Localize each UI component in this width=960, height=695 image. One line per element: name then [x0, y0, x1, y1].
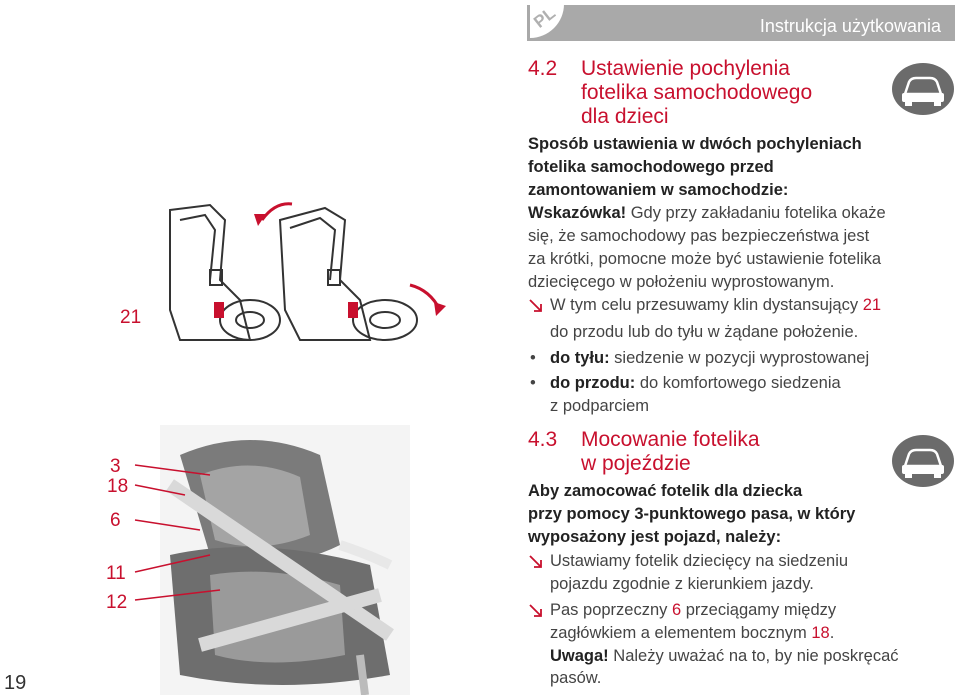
page-number: 19 [4, 672, 27, 694]
ref-18: 18 [811, 624, 830, 642]
step-text-cont: pojazdu zgodnie z kierunkiem jazdy. [550, 575, 814, 593]
step-text-cont: do przodu lub do tyłu w żądane położenie. [550, 323, 859, 341]
step-text: Ustawiamy fotelik dziecięcy na siedzeniu [550, 552, 849, 570]
intro-line: zamontowaniem w samochodzie: [528, 181, 789, 199]
note-line: się, że samochodowy pas bezpieczeństwa jest [528, 227, 870, 245]
step-arrow-icon [528, 554, 544, 570]
bullet-text: do komfortowego siedzenia [635, 374, 841, 392]
note-paragraph [528, 202, 886, 294]
bullet-text: siedzenie w pozycji wyprostowanej [609, 349, 870, 367]
callout-18: 18 [107, 476, 129, 497]
section-number: 4.2 [528, 57, 558, 80]
intro-line: przy pomocy 3-punktowego pasa, w który [528, 505, 856, 523]
intro-line: wyposażony jest pojazd, należy: [528, 528, 782, 546]
callout-12: 12 [106, 592, 128, 613]
car-icon [891, 62, 955, 116]
step-text-cont [550, 622, 834, 645]
step-arrow-icon [528, 298, 544, 314]
step-text: W tym celu przesuwamy klin dystansujący [550, 296, 863, 314]
section-4-3-intro [528, 480, 855, 549]
step-adjust-wedge [528, 294, 948, 317]
section-4-3-title [528, 428, 888, 476]
section-number: 4.3 [528, 428, 558, 451]
note-line: dziecięcego w położeniu wyprostowanym. [528, 273, 835, 291]
callout-6: 6 [110, 510, 121, 531]
language-label: PL [530, 3, 559, 32]
bullet-dot: • [530, 374, 536, 392]
step-place-seat [528, 550, 948, 573]
warning-line: Należy uważać na to, by nie poskręcać [608, 647, 899, 665]
title-line: Mocowanie fotelika [581, 428, 760, 451]
title-line: w pojeździe [581, 452, 691, 475]
step-text: zagłówkiem a elementem bocznym [550, 624, 812, 642]
warning-label: Uwaga! [550, 647, 609, 665]
title-line: fotelika samochodowego [581, 81, 813, 104]
bullet-label: do tyłu: [550, 349, 610, 367]
header-title: Instrukcja użytkowania [759, 16, 941, 36]
intro-line: Aby zamocować fotelik dla dziecka [528, 482, 803, 500]
seat-reclined-drawing [280, 208, 417, 340]
step-lap-belt [528, 599, 948, 622]
warning-line-cont: pasów. [550, 669, 602, 687]
note-label: Wskazówka! [528, 204, 627, 222]
title-line: dla dzieci [581, 105, 669, 128]
note-line: Gdy przy zakładaniu fotelika okaże [626, 204, 886, 222]
section-4-2-title [528, 57, 888, 129]
ref-21: 21 [862, 296, 882, 314]
bullet-forward [528, 372, 948, 395]
spacer-wedge-2 [348, 302, 358, 318]
warning-text [550, 645, 899, 668]
callout-11: 11 [106, 563, 126, 584]
seat-upright-drawing [170, 205, 280, 340]
seat-recline-illustration [150, 190, 450, 350]
step-arrow-icon [528, 603, 544, 619]
section-4-2-intro [528, 133, 862, 202]
step-text: . [829, 624, 835, 642]
callout-3: 3 [110, 456, 121, 477]
callout-21: 21 [120, 307, 142, 328]
car-icon [891, 434, 955, 488]
intro-line: Sposób ustawienia w dwóch pochyleniach [528, 135, 862, 153]
bullet-dot: • [530, 349, 536, 367]
step-text: Pas poprzeczny [550, 601, 672, 619]
title-line: Ustawienie pochylenia [581, 57, 790, 80]
bullet-text-cont: z podparciem [550, 397, 650, 415]
bullet-backward [528, 347, 948, 370]
intro-line: fotelika samochodowego przed [528, 158, 774, 176]
header-bar [527, 5, 955, 41]
spacer-wedge-1 [214, 302, 224, 318]
note-line: za krótki, pomocne może być ustawienie fotelika [528, 250, 882, 268]
step-text: przeciągamy między [681, 601, 837, 619]
ref-6: 6 [671, 601, 682, 619]
bullet-label: do przodu: [550, 374, 636, 392]
callout-leader-lines [130, 440, 240, 620]
